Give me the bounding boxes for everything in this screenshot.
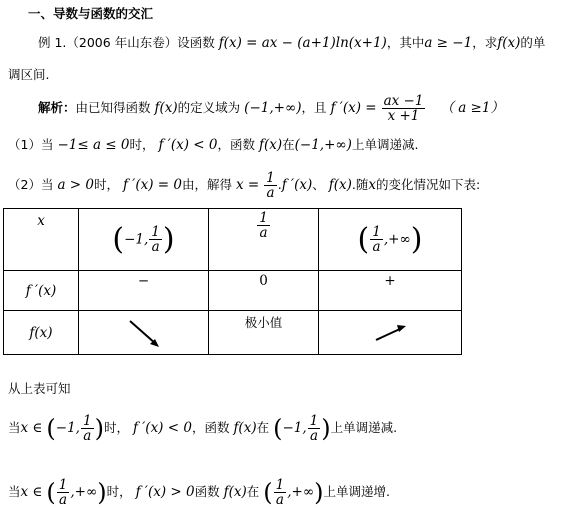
example-ask: ，求 — [472, 35, 498, 50]
case2-text2: 由，解得 — [181, 177, 232, 192]
case1-text1: 时， — [129, 137, 155, 152]
c1-frac2: $\frac{1}{a}$ — [309, 413, 319, 444]
solution-cond: （ a ≥1） — [440, 100, 504, 116]
c1-t1: 时， — [103, 420, 129, 435]
table-fx-right — [319, 311, 462, 355]
table-interval-left: (−1, $\frac{1}{a}$ ) — [79, 209, 209, 271]
c1-ineq: f ′(x) < 0 — [132, 420, 192, 436]
c1-t2: ，函数 — [191, 420, 230, 435]
case1-text4: 上单调递减. — [351, 137, 419, 152]
solution-frac-den: x +1 — [387, 108, 420, 124]
example-condition: a ≥ −1 — [424, 35, 473, 51]
case2-label: （2）当 — [8, 177, 54, 192]
solution-fprime: f ′(x) = — [330, 100, 377, 116]
case2-fx: f(x) — [328, 177, 352, 193]
example-source: （2006 年山东卷）设函数 — [66, 35, 215, 50]
critical-point-frac: $\frac{1}{a}$ — [259, 210, 268, 241]
c2-pre: 当 — [8, 484, 21, 499]
c2-xin: x ∈ — [20, 484, 43, 500]
c2-t1: 时， — [106, 484, 132, 499]
case2-fraction — [264, 171, 277, 200]
case1-interval: (−1,+∞) — [294, 137, 352, 153]
c2-tail: 上单调递增. — [323, 484, 390, 499]
conclusion-intro-text: 从上表可知 — [8, 381, 71, 396]
table-label-fprime: f ′(x) — [4, 271, 79, 311]
c2-frac: $\frac{1}{a}$ — [58, 477, 68, 508]
example-fx: f(x) — [497, 35, 521, 51]
case1-text3: 在 — [282, 137, 295, 152]
c2-t3: 在 — [246, 484, 260, 499]
conclusion-line-2: 当x ∈ ( $\frac{1}{a}$ ,+∞)时， f ′(x) > 0函数 f(x)在 ( $\frac{1}{a}$ ,+∞)上单调递增. — [8, 477, 390, 508]
table-critical-point — [209, 209, 319, 271]
conclusion-line-1: 当x ∈ (−1, $\frac{1}{a}$ )时， f ′(x) < 0，函数 f(x)在 (−1, $\frac{1}{a}$ )上单调递减. — [8, 413, 398, 444]
c1-t3: 在 — [256, 420, 270, 435]
c2-t2: 函数 — [194, 484, 220, 499]
table-fx-min: 极小值 — [209, 311, 319, 355]
case2-eq: f ′(x) = 0 — [122, 177, 182, 193]
case1-ineq: f ′(x) < 0 — [158, 137, 218, 153]
table-label-fx: f(x) — [4, 311, 79, 355]
case2-frac-num: 1 — [266, 170, 275, 186]
variation-table — [3, 208, 462, 355]
c1-pre: 当 — [8, 420, 21, 435]
case2-text6: 的变化情况如下表: — [376, 177, 481, 192]
case2-frac-den: a — [266, 185, 275, 201]
section-heading — [28, 5, 153, 23]
interval-left-frac: $\frac{1}{a}$ — [151, 224, 160, 255]
table-sign-right: + — [319, 271, 462, 311]
decreasing-arrow-icon — [124, 316, 164, 350]
solution-frac-num: ax −1 — [383, 93, 424, 109]
solution-line — [38, 93, 504, 123]
table-row-x — [4, 209, 462, 271]
case2-text4: 、 — [312, 177, 325, 192]
c2-hi2: ,+∞ — [287, 484, 315, 500]
case1-fx: f(x) — [258, 137, 283, 153]
interval-right-hi: +∞ — [388, 231, 411, 247]
c1-xin: x ∈ — [20, 420, 43, 436]
case1-label: （1）当 — [8, 137, 54, 152]
example-statement-line2 — [8, 66, 49, 84]
c1-frac: $\frac{1}{a}$ — [82, 413, 92, 444]
table-row-fprime — [4, 271, 462, 311]
case2-fp: f ′(x) — [281, 177, 313, 193]
c2-fx: f(x) — [223, 484, 247, 500]
solution-domain: (−1,+∞) — [244, 100, 302, 116]
solution-derivative-fraction — [382, 94, 426, 123]
case-1 — [8, 136, 418, 154]
table-row-fx — [4, 311, 462, 355]
case1-text2: ，函数 — [217, 137, 255, 152]
case-2 — [8, 170, 480, 200]
interval-left-lo: −1 — [124, 231, 144, 247]
c1-lo2: −1, — [282, 420, 307, 436]
solution-fx: f(x) — [154, 100, 178, 116]
table-sign-mid: 0 — [209, 271, 319, 311]
heading-text: 一、导数与函数的交汇 — [28, 6, 154, 21]
case2-xeq: x = — [235, 177, 260, 193]
solution-label: 解析： — [38, 100, 76, 115]
c1-lo: −1, — [55, 420, 80, 436]
case1-cond: −1≤ a ≤ 0 — [57, 137, 130, 153]
example-label: 例 1. — [38, 35, 67, 50]
interval-right-frac: $\frac{1}{a}$ — [372, 224, 381, 255]
c1-fx: f(x) — [233, 420, 257, 436]
c1-tail: 上单调递减. — [330, 420, 398, 435]
case2-text3: . — [277, 177, 282, 192]
c2-frac2: $\frac{1}{a}$ — [275, 477, 285, 508]
table-header-x: x — [4, 209, 79, 271]
solution-text3: ，且 — [301, 100, 327, 115]
case2-cond: a > 0 — [57, 177, 94, 193]
table-interval-right: ( $\frac{1}{a}$ ,+∞) — [319, 209, 462, 271]
example-ask-line2: 调区间. — [8, 67, 50, 82]
example-function: f(x) = ax − (a+1)ln(x+1) — [218, 35, 387, 51]
case2-text1: 时， — [93, 177, 119, 192]
case2-text5: .随 — [351, 177, 369, 192]
example-ask-tail: 的单 — [520, 35, 546, 50]
table-fx-left — [79, 311, 209, 355]
case2-x: x — [368, 177, 377, 193]
c2-ineq: f ′(x) > 0 — [135, 484, 195, 500]
table-sign-left: − — [79, 271, 209, 311]
example-cond-text: ，其中 — [386, 35, 425, 50]
conclusion-intro — [8, 380, 71, 398]
solution-text1: 由已知得函数 — [75, 100, 151, 115]
example-statement — [38, 34, 545, 52]
c2-hi: ,+∞ — [70, 484, 98, 500]
solution-text2: 的定义域为 — [177, 100, 241, 115]
increasing-arrow-icon — [370, 321, 410, 345]
